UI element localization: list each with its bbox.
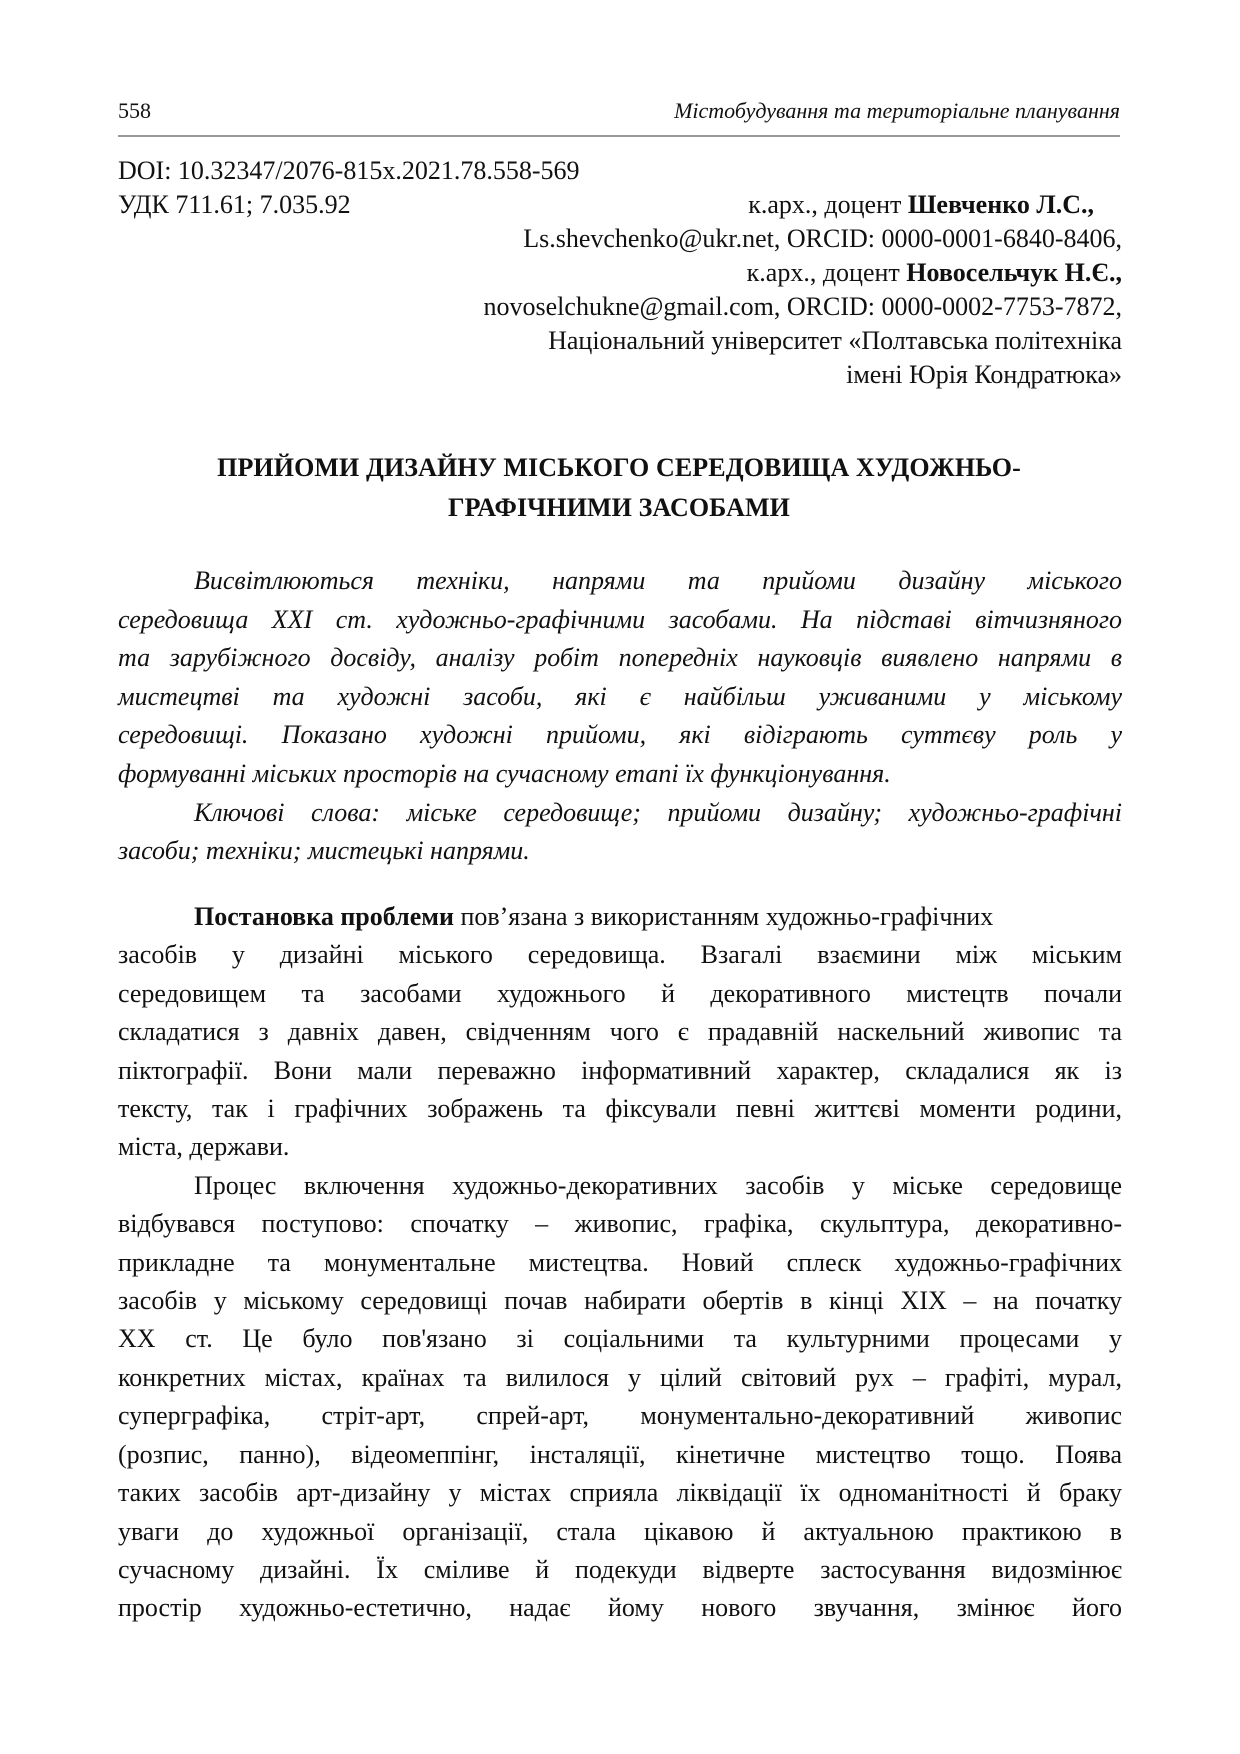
abstract-line: середовищі. Показано художні прийоми, які відіграють суттєву роль у [118, 720, 1122, 750]
paragraph-line: Процес включення художньо-декоративних засобів у міське середовище [194, 1170, 1122, 1200]
paragraph-line: складатися з давніх давен, свідченням чого є прадавній наскельний живопис та [118, 1017, 1122, 1047]
abstract [118, 562, 1122, 871]
paragraph-line: конкретних містах, країнах та вилилося у цілий світовий рух – графіті, мурал, [118, 1362, 1122, 1392]
doi: DOI: 10.32347/2076-815х.2021.78.558-569 [118, 156, 580, 185]
author-1-degree: к.арх., доцент [748, 190, 908, 219]
udk: УДК 711.61; 7.035.92 [118, 190, 351, 219]
paragraph-1-first-line [118, 898, 1122, 936]
article-body [118, 898, 1122, 1628]
author-2-contact: novoselchukne@gmail.com, ORCID: 0000-0002-7753-7872, [483, 292, 1122, 321]
paragraph-line: піктографії. Вони мали переважно інформативний характер, складалися як із [118, 1055, 1122, 1085]
abstract-line: мистецтві та художні засоби, які є найбільш уживаними у міському [118, 681, 1122, 711]
paragraph-line: сучасному дизайні. Їх сміливе й подекуди відверте застосування видозмінює [118, 1554, 1122, 1584]
affiliation-line-2: імені Юрія Кондратюка» [846, 360, 1122, 389]
abstract-line: середовища XXI ст. художньо-графічними засобами. На підставі вітчизняного [118, 604, 1122, 634]
paragraph-line: прикладне та монументальне мистецтва. Новий сплеск художньо-графічних [118, 1247, 1122, 1277]
paragraph-line: засобів у дизайні міського середовища. Взагалі взаємини між міським [118, 940, 1122, 970]
article-meta [118, 154, 1122, 392]
paragraph-line: засобів у міському середовищі почав набирати обертів в кінці XIX – на початку [118, 1286, 1122, 1316]
journal-title: Містобудування та територіальне планування [674, 98, 1120, 123]
title-line-2: ГРАФІЧНИМИ ЗАСОБАМИ [448, 493, 790, 522]
running-header [118, 98, 1120, 132]
paragraph-line: (розпис, панно), відеомеппінг, інсталяції, кінетичне мистецтво тощо. Поява [118, 1439, 1122, 1469]
paragraph-line: міста, держави. [118, 1132, 290, 1162]
paragraph-line: тексту, так і графічних зображень та фіксували певні життєві моменти родини, [118, 1094, 1122, 1124]
page-number: 558 [118, 98, 151, 123]
author-1-name: Шевченко Л.С., [907, 190, 1094, 219]
author-1-contact: Ls.shevchenko@ukr.net, ORCID: 0000-0001-6840-8406, [523, 224, 1122, 253]
title-line-1: ПРИЙОМИ ДИЗАЙНУ МІСЬКОГО СЕРЕДОВИЩА ХУДОЖНЬО- [217, 453, 1021, 482]
author-1 [748, 188, 1094, 222]
affiliation-line-1: Національний університет «Полтавська політехніка [548, 326, 1122, 355]
article-title [118, 448, 1120, 528]
paragraph-text: пов’язана з використанням художньо-графічних [453, 902, 994, 931]
abstract-line: Висвітлюються техніки, напрями та прийоми дизайну міського [194, 566, 1122, 595]
keywords-line: засоби; техніки; мистецькі напрями. [118, 836, 530, 866]
header-divider [118, 135, 1120, 137]
paragraph-line: суперграфіка, стріт-арт, спрей-арт, монументально-декоративний живопис [118, 1401, 1122, 1431]
keywords-line: Ключові слова: міське середовище; прийоми дизайну; художньо-графічні [194, 797, 1122, 827]
paragraph-line: середовищем та засобами художнього й декоративного мистецтв почали [118, 978, 1122, 1008]
paragraph-line: простір художньо-естетично, надає йому нового звучання, змінює його [118, 1593, 1122, 1623]
abstract-line: формуванні міських просторів на сучасному етапі їх функціонування. [118, 758, 891, 788]
paragraph-line: уваги до художньої організації, стала цікавою й актуальною практикою в [118, 1516, 1122, 1546]
paragraph-line: таких засобів арт-дизайну у містах сприяла ліквідації їх одноманітності й браку [118, 1478, 1122, 1508]
paragraph-line: XX ст. Це було пов'язано зі соціальними та культурними процесами у [118, 1324, 1122, 1354]
paragraph-line: відбувався поступово: спочатку – живопис, графіка, скульптура, декоративно- [118, 1209, 1122, 1239]
author-2 [747, 256, 1122, 290]
section-heading: Постановка проблеми [194, 902, 454, 931]
abstract-line: та зарубіжного досвіду, аналізу робіт попередніх науковців виявлено напрями в [118, 643, 1122, 673]
author-2-name: Новосельчук Н.Є., [906, 258, 1122, 287]
author-2-degree: к.арх., доцент [746, 258, 907, 287]
